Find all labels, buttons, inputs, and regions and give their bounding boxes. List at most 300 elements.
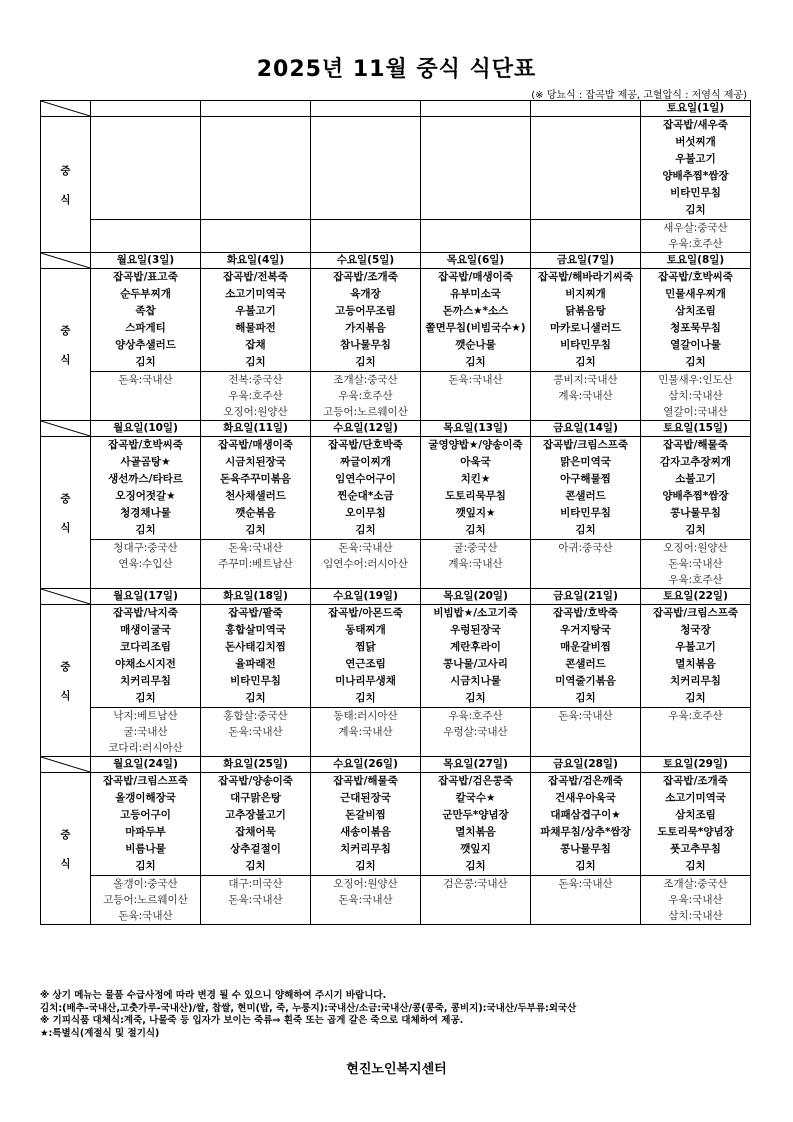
dish-cell: [531, 117, 641, 220]
dish-item: 콘샐러드: [565, 490, 606, 502]
origin-item: 콩비지:국내산: [553, 374, 618, 386]
dish-item: 오이무침: [345, 507, 386, 519]
dish-item: 잡채: [245, 339, 266, 351]
dish-item: 잡곡밥/새우죽: [663, 119, 728, 131]
origin-cell: [531, 220, 641, 253]
dish-item: 콩나물/고사리: [443, 658, 508, 670]
dish-item: 시금치나물: [450, 675, 501, 687]
origin-item: [421, 740, 530, 756]
origin-cell: [91, 220, 201, 253]
dish-item: 김치: [245, 524, 266, 536]
origin-item: [91, 236, 200, 252]
dish-item: 콘샐러드: [565, 658, 606, 670]
meal-label-bottom: 식: [60, 353, 71, 366]
dish-item: 우불고기: [235, 305, 276, 317]
origin-cell: [641, 372, 751, 421]
dish-item: 스파게티: [125, 322, 166, 334]
dish-cell: [421, 117, 531, 220]
dish-item: 비타민무침: [230, 675, 281, 687]
dish-item: 김치: [355, 356, 376, 368]
dish-item: 삼치조림: [675, 305, 716, 317]
dish-cell: [91, 117, 201, 220]
dish-item: 깻잎지★: [455, 507, 496, 519]
day-header: 월요일(24일): [91, 757, 201, 773]
origin-item: [531, 724, 640, 740]
origin-item: 임연수어:러시아산: [323, 558, 408, 570]
dish-item: 유부미소국: [450, 288, 501, 300]
meal-label-top: 중: [60, 660, 71, 673]
meal-label-bottom: 식: [60, 521, 71, 534]
origin-item: 동태:러시아산: [333, 710, 398, 722]
dish-item: 돈육주꾸미볶음: [219, 473, 291, 485]
dish-item: 매생이굴국: [120, 624, 171, 636]
origin-item: [531, 572, 640, 588]
note-line: 김치:(배추-국내산,고춧가루-국내산)/쌀, 찹쌀, 현미(밥, 죽, 누룽지):국내산/소금:국내산/콩(콩죽, 콩비지):국내산/두부류:외국산: [40, 1002, 577, 1014]
origin-item: 우육:국내산: [668, 894, 723, 906]
origin-item: [421, 404, 530, 420]
origin-item: [531, 236, 640, 252]
dish-cell: [311, 605, 421, 708]
origin-item: 전복:중국산: [228, 374, 283, 386]
dish-item: 치킨★: [460, 473, 491, 485]
dish-item: 잡곡밥/크림스프죽: [103, 775, 188, 787]
origin-item: [311, 572, 420, 588]
origin-cell: [531, 876, 641, 925]
dish-item: 소불고기: [675, 473, 716, 485]
day-header: 목요일(27일): [421, 757, 531, 773]
origin-item: [201, 220, 310, 236]
dish-item: 김치: [355, 860, 376, 872]
origin-cell: [421, 540, 531, 589]
dish-item: 김치: [685, 692, 706, 704]
dish-item: 삼치조림: [675, 809, 716, 821]
origin-item: 아귀:중국산: [558, 542, 613, 554]
dish-item: 군만두*양념장: [442, 809, 509, 821]
dish-item: [91, 185, 200, 202]
dish-item: 매운갈비찜: [560, 641, 611, 653]
corner-cell: [41, 253, 91, 269]
origin-item: 돈육:국내산: [118, 910, 173, 922]
meal-label-top: 중: [60, 492, 71, 505]
dish-item: [91, 117, 200, 134]
dish-item: 깻순볶음: [235, 507, 276, 519]
dish-item: 대패삼겹구이★: [550, 809, 621, 821]
origin-item: 돈육:국내산: [118, 374, 173, 386]
dish-item: 야채소시지전: [115, 658, 176, 670]
origin-cell: [421, 708, 531, 757]
dish-item: 김치: [135, 692, 156, 704]
page-title: 2025년 11월 중식 식단표: [256, 57, 537, 82]
dish-cell: [91, 269, 201, 372]
day-header: 화요일(18일): [201, 589, 311, 605]
dish-item: [201, 134, 310, 151]
origin-item: 코다리:러시아산: [108, 742, 183, 754]
origin-item: 홍합살:중국산: [223, 710, 288, 722]
dish-cell: [641, 605, 751, 708]
dish-item: 비지찌개: [565, 288, 606, 300]
dish-item: 찐순대*소금: [337, 490, 394, 502]
dish-item: 민물새우찌개: [665, 288, 726, 300]
dish-item: [421, 134, 530, 151]
day-header: [91, 101, 201, 117]
dish-item: 도토리묵무침: [445, 490, 506, 502]
dish-item: [421, 151, 530, 168]
dish-item: 마카로니샐러드: [549, 322, 621, 334]
day-header: 금요일(21일): [531, 589, 641, 605]
dish-item: 잡곡밥/검은깨죽: [548, 775, 623, 787]
dish-item: 시금치된장국: [225, 456, 286, 468]
dish-item: 잡곡밥/조개죽: [333, 271, 398, 283]
origin-item: 열갈이:국내산: [663, 406, 728, 418]
origin-item: [421, 236, 530, 252]
origin-item: 오징어:원양산: [223, 406, 288, 418]
origin-item: 계육:국내산: [448, 558, 503, 570]
diet-note: (※ 당뇨식 : 잡곡밥 제공, 고혈압식 : 저염식 제공): [531, 90, 747, 101]
dish-item: [201, 185, 310, 202]
dish-item: [201, 151, 310, 168]
origin-item: 우육:호주산: [338, 390, 393, 402]
dish-item: 홍합살미역국: [225, 624, 286, 636]
origin-item: [531, 404, 640, 420]
origin-item: 고등어:노르웨이산: [323, 406, 408, 418]
dish-item: 올갱이해장국: [115, 792, 176, 804]
meal-label: [41, 605, 91, 757]
dish-item: [531, 151, 640, 168]
dish-item: 잡곡밥/아몬드죽: [328, 607, 403, 619]
dish-item: 도토리묵*양념장: [657, 826, 734, 838]
dish-item: 닭볶음탕: [565, 305, 606, 317]
origin-item: [311, 908, 420, 924]
dish-item: 김치: [245, 860, 266, 872]
origin-item: [421, 220, 530, 236]
origin-item: [531, 740, 640, 756]
meal-label-bottom: 식: [60, 857, 71, 870]
day-header: 수요일(19일): [311, 589, 421, 605]
dish-cell: [531, 269, 641, 372]
meal-label-top: 중: [60, 324, 71, 337]
day-header: 토요일(29일): [641, 757, 751, 773]
dish-item: 김치: [685, 356, 706, 368]
origin-cell: [641, 220, 751, 253]
dish-item: 양배추찜*쌈장: [662, 490, 729, 502]
origin-cell: [201, 876, 311, 925]
day-header: 월요일(10일): [91, 421, 201, 437]
origin-item: 새우살:중국산: [663, 222, 728, 234]
origin-item: 고등어:노르웨이산: [103, 894, 188, 906]
menu-table: [40, 100, 751, 925]
dish-cell: [91, 773, 201, 876]
dish-item: 육개장: [350, 288, 381, 300]
origin-item: [201, 236, 310, 252]
dish-item: 비름나물: [125, 843, 166, 855]
dish-item: 김치: [355, 692, 376, 704]
meal-label: [41, 117, 91, 253]
origin-cell: [531, 372, 641, 421]
dish-item: 멸치볶음: [675, 658, 716, 670]
dish-item: 잡곡밥/호박씨죽: [658, 271, 733, 283]
dish-item: 잡곡밥/전복죽: [223, 271, 288, 283]
day-header: 수요일(5일): [311, 253, 421, 269]
origin-item: 우육:호주산: [228, 390, 283, 402]
origin-item: 주꾸미:베트남산: [218, 558, 293, 570]
dish-item: 찜닭: [355, 641, 376, 653]
dish-item: 오징어젓갈★: [115, 490, 176, 502]
dish-item: [421, 185, 530, 202]
dish-cell: [421, 773, 531, 876]
day-header: 화요일(4일): [201, 253, 311, 269]
dish-item: [91, 151, 200, 168]
dish-item: [311, 151, 420, 168]
origin-item: 돈육:국내산: [448, 374, 503, 386]
dish-item: 잡곡밥/낙지죽: [113, 607, 178, 619]
origin-item: 돈육:국내산: [558, 710, 613, 722]
dish-item: [201, 202, 310, 219]
dish-item: 우거지탕국: [560, 624, 611, 636]
origin-cell: [311, 372, 421, 421]
dish-item: 잡곡밥/해물죽: [333, 775, 398, 787]
dish-item: 연근조림: [345, 658, 386, 670]
origin-item: 낙지:베트남산: [113, 710, 178, 722]
dish-item: 잡곡밥/양송이죽: [218, 775, 293, 787]
origin-item: [311, 236, 420, 252]
dish-item: 돈사태김치찜: [225, 641, 286, 653]
dish-item: 김치: [355, 524, 376, 536]
dish-item: 비타민무침: [560, 339, 611, 351]
dish-item: 잡곡밥/팥죽: [228, 607, 283, 619]
origin-cell: [91, 876, 201, 925]
origin-item: [91, 388, 200, 404]
dish-item: 김치: [135, 860, 156, 872]
dish-item: 마파두부: [125, 826, 166, 838]
dish-item: 잡곡밥/호박죽: [553, 607, 618, 619]
dish-item: 율파래전: [235, 658, 276, 670]
dish-cell: [201, 437, 311, 540]
day-header: [201, 101, 311, 117]
origin-cell: [91, 708, 201, 757]
dish-cell: [201, 269, 311, 372]
dish-item: 계란후라이: [450, 641, 501, 653]
dish-cell: [421, 437, 531, 540]
origin-cell: [91, 372, 201, 421]
origin-cell: [531, 708, 641, 757]
dish-item: 우불고기: [675, 153, 716, 165]
dish-item: 김치: [685, 204, 706, 216]
origin-item: 조개살:중국산: [333, 374, 398, 386]
dish-item: 멸치볶음: [455, 826, 496, 838]
day-header: [311, 101, 421, 117]
day-header: 토요일(15일): [641, 421, 751, 437]
note-line: ※ 기피식품 대체식:계죽, 나물죽 등 입자가 보이는 죽류⇒ 흰죽 또는 곱게 갈은 죽으로 대체하여 제공.: [40, 1015, 464, 1026]
origin-item: [531, 908, 640, 924]
dish-item: 잡곡밥/해물죽: [663, 439, 728, 451]
dish-item: 생선까스/타타르: [108, 473, 183, 485]
corner-cell: [41, 101, 91, 117]
origin-item: [201, 572, 310, 588]
dish-item: [531, 185, 640, 202]
origin-cell: [641, 876, 751, 925]
dish-item: 잡곡밥/검은콩죽: [438, 775, 513, 787]
day-header: 토요일(22일): [641, 589, 751, 605]
dish-cell: [531, 605, 641, 708]
dish-item: 우불고기: [675, 641, 716, 653]
dish-item: 잡곡밥/크림스프죽: [543, 439, 628, 451]
dish-cell: [531, 437, 641, 540]
origin-item: 삼치:국내산: [668, 910, 723, 922]
dish-item: 김치: [245, 356, 266, 368]
day-header: 토요일(1일): [641, 101, 751, 117]
dish-cell: [91, 605, 201, 708]
dish-item: 김치: [465, 356, 486, 368]
origin-cell: [311, 220, 421, 253]
dish-item: [311, 117, 420, 134]
origin-item: [311, 740, 420, 756]
origin-cell: [201, 220, 311, 253]
dish-item: 청국장: [680, 624, 711, 636]
note-line: ※ 상기 메뉴는 물품 수급사정에 따라 변경 될 수 있으니 양해하여 주시기 바랍니다.: [40, 990, 387, 1001]
dish-item: 청경채나물: [120, 507, 171, 519]
dish-item: 김치: [465, 692, 486, 704]
origin-item: [531, 220, 640, 236]
dish-item: [421, 202, 530, 219]
day-header: 화요일(11일): [201, 421, 311, 437]
dish-cell: [421, 605, 531, 708]
origin-item: 검은콩:국내산: [443, 878, 508, 890]
dish-cell: [641, 269, 751, 372]
origin-item: 계육:국내산: [558, 390, 613, 402]
dish-item: 파채무침/상추*쌈장: [540, 826, 631, 838]
dish-item: 잡곡밥/해바라기씨죽: [537, 271, 634, 283]
dish-item: 동태찌개: [345, 624, 386, 636]
origin-item: [641, 724, 750, 740]
day-header: [421, 101, 531, 117]
origin-cell: [641, 540, 751, 589]
origin-item: 조개살:중국산: [663, 878, 728, 890]
dish-item: 김치: [575, 524, 596, 536]
origin-item: 우육:호주산: [668, 238, 723, 250]
dish-item: [311, 168, 420, 185]
dish-item: 잡곡밥/매생이죽: [438, 271, 513, 283]
dish-item: 고추장불고기: [225, 809, 286, 821]
dish-item: [91, 202, 200, 219]
dish-item: 김치: [465, 860, 486, 872]
origin-item: 돈육:국내산: [558, 878, 613, 890]
origin-item: [421, 572, 530, 588]
origin-item: 우렁살:국내산: [443, 726, 508, 738]
meal-label-bottom: 식: [60, 193, 71, 206]
origin-cell: [641, 708, 751, 757]
origin-item: 오징어:원양산: [663, 542, 728, 554]
origin-item: [311, 220, 420, 236]
origin-cell: [201, 540, 311, 589]
dish-item: [201, 117, 310, 134]
origin-cell: [311, 540, 421, 589]
dish-cell: [201, 773, 311, 876]
origin-cell: [421, 876, 531, 925]
origin-cell: [311, 876, 421, 925]
dish-item: [531, 168, 640, 185]
dish-item: 깻순나물: [455, 339, 496, 351]
dish-item: 굴영양밥★/양송이죽: [428, 439, 523, 451]
dish-item: 김치: [465, 524, 486, 536]
dish-cell: [91, 437, 201, 540]
dish-item: 고등어무조림: [335, 305, 396, 317]
dish-item: 대구맑은탕: [230, 792, 281, 804]
day-header: 금요일(14일): [531, 421, 641, 437]
dish-item: 가지볶음: [345, 322, 386, 334]
day-header: 수요일(26일): [311, 757, 421, 773]
dish-item: 순두부찌개: [120, 288, 171, 300]
dish-item: 잡곡밥/표고죽: [113, 271, 178, 283]
dish-item: [421, 168, 530, 185]
dish-item: [311, 134, 420, 151]
notes: [40, 990, 760, 1040]
origin-item: 민물새우:인도산: [658, 374, 733, 386]
corner-cell: [41, 757, 91, 773]
origin-item: 오징어:원양산: [333, 878, 398, 890]
origin-item: [421, 908, 530, 924]
dish-item: [531, 134, 640, 151]
origin-cell: [531, 540, 641, 589]
dish-item: 잡곡밥/호박씨죽: [108, 439, 183, 451]
day-header: 목요일(13일): [421, 421, 531, 437]
origin-item: 청대구:중국산: [113, 542, 178, 554]
day-header: 금요일(28일): [531, 757, 641, 773]
dish-item: 근대된장국: [340, 792, 391, 804]
dish-item: [421, 117, 530, 134]
origin-item: 연육:수입산: [118, 558, 173, 570]
day-header: [531, 101, 641, 117]
day-header: 화요일(25일): [201, 757, 311, 773]
origin-item: 삼치:국내산: [668, 390, 723, 402]
dish-item: 임연수어구이: [335, 473, 396, 485]
dish-item: 사골곰탕★: [120, 456, 171, 468]
dish-item: [311, 185, 420, 202]
origin-item: 우육:호주산: [448, 710, 503, 722]
dish-item: 우렁된장국: [450, 624, 501, 636]
meal-label: [41, 269, 91, 421]
dish-item: 상추겉절이: [230, 843, 281, 855]
dish-item: 짜글이찌개: [340, 456, 391, 468]
dish-item: 족찹: [135, 305, 156, 317]
dish-item: 미역줄기볶음: [555, 675, 616, 687]
dish-item: [531, 117, 640, 134]
dish-item: [311, 202, 420, 219]
origin-item: [201, 740, 310, 756]
origin-item: 올갱이:중국산: [113, 878, 178, 890]
dish-item: 잡곡밥/단호박죽: [328, 439, 403, 451]
day-header: 목요일(20일): [421, 589, 531, 605]
origin-item: 돈육:국내산: [338, 894, 393, 906]
dish-item: 치커리무침: [670, 675, 721, 687]
dish-item: [201, 168, 310, 185]
dish-item: 아구해물찜: [560, 473, 611, 485]
dish-item: 비빔밥★/소고기죽: [433, 607, 518, 619]
dish-item: 쫄면무침(비빔국수★): [425, 322, 526, 334]
dish-item: 해물파전: [235, 322, 276, 334]
center-name: 현진노인복지센터: [346, 1062, 447, 1077]
dish-item: [91, 168, 200, 185]
origin-item: [641, 740, 750, 756]
day-header: 수요일(12일): [311, 421, 421, 437]
dish-item: 소고기미역국: [225, 288, 286, 300]
origin-item: [531, 892, 640, 908]
origin-item: [91, 220, 200, 236]
dish-item: 버섯찌개: [675, 136, 716, 148]
dish-item: 맑은미역국: [560, 456, 611, 468]
dish-item: 잡채어묵: [235, 826, 276, 838]
dish-item: [531, 202, 640, 219]
origin-item: [421, 892, 530, 908]
